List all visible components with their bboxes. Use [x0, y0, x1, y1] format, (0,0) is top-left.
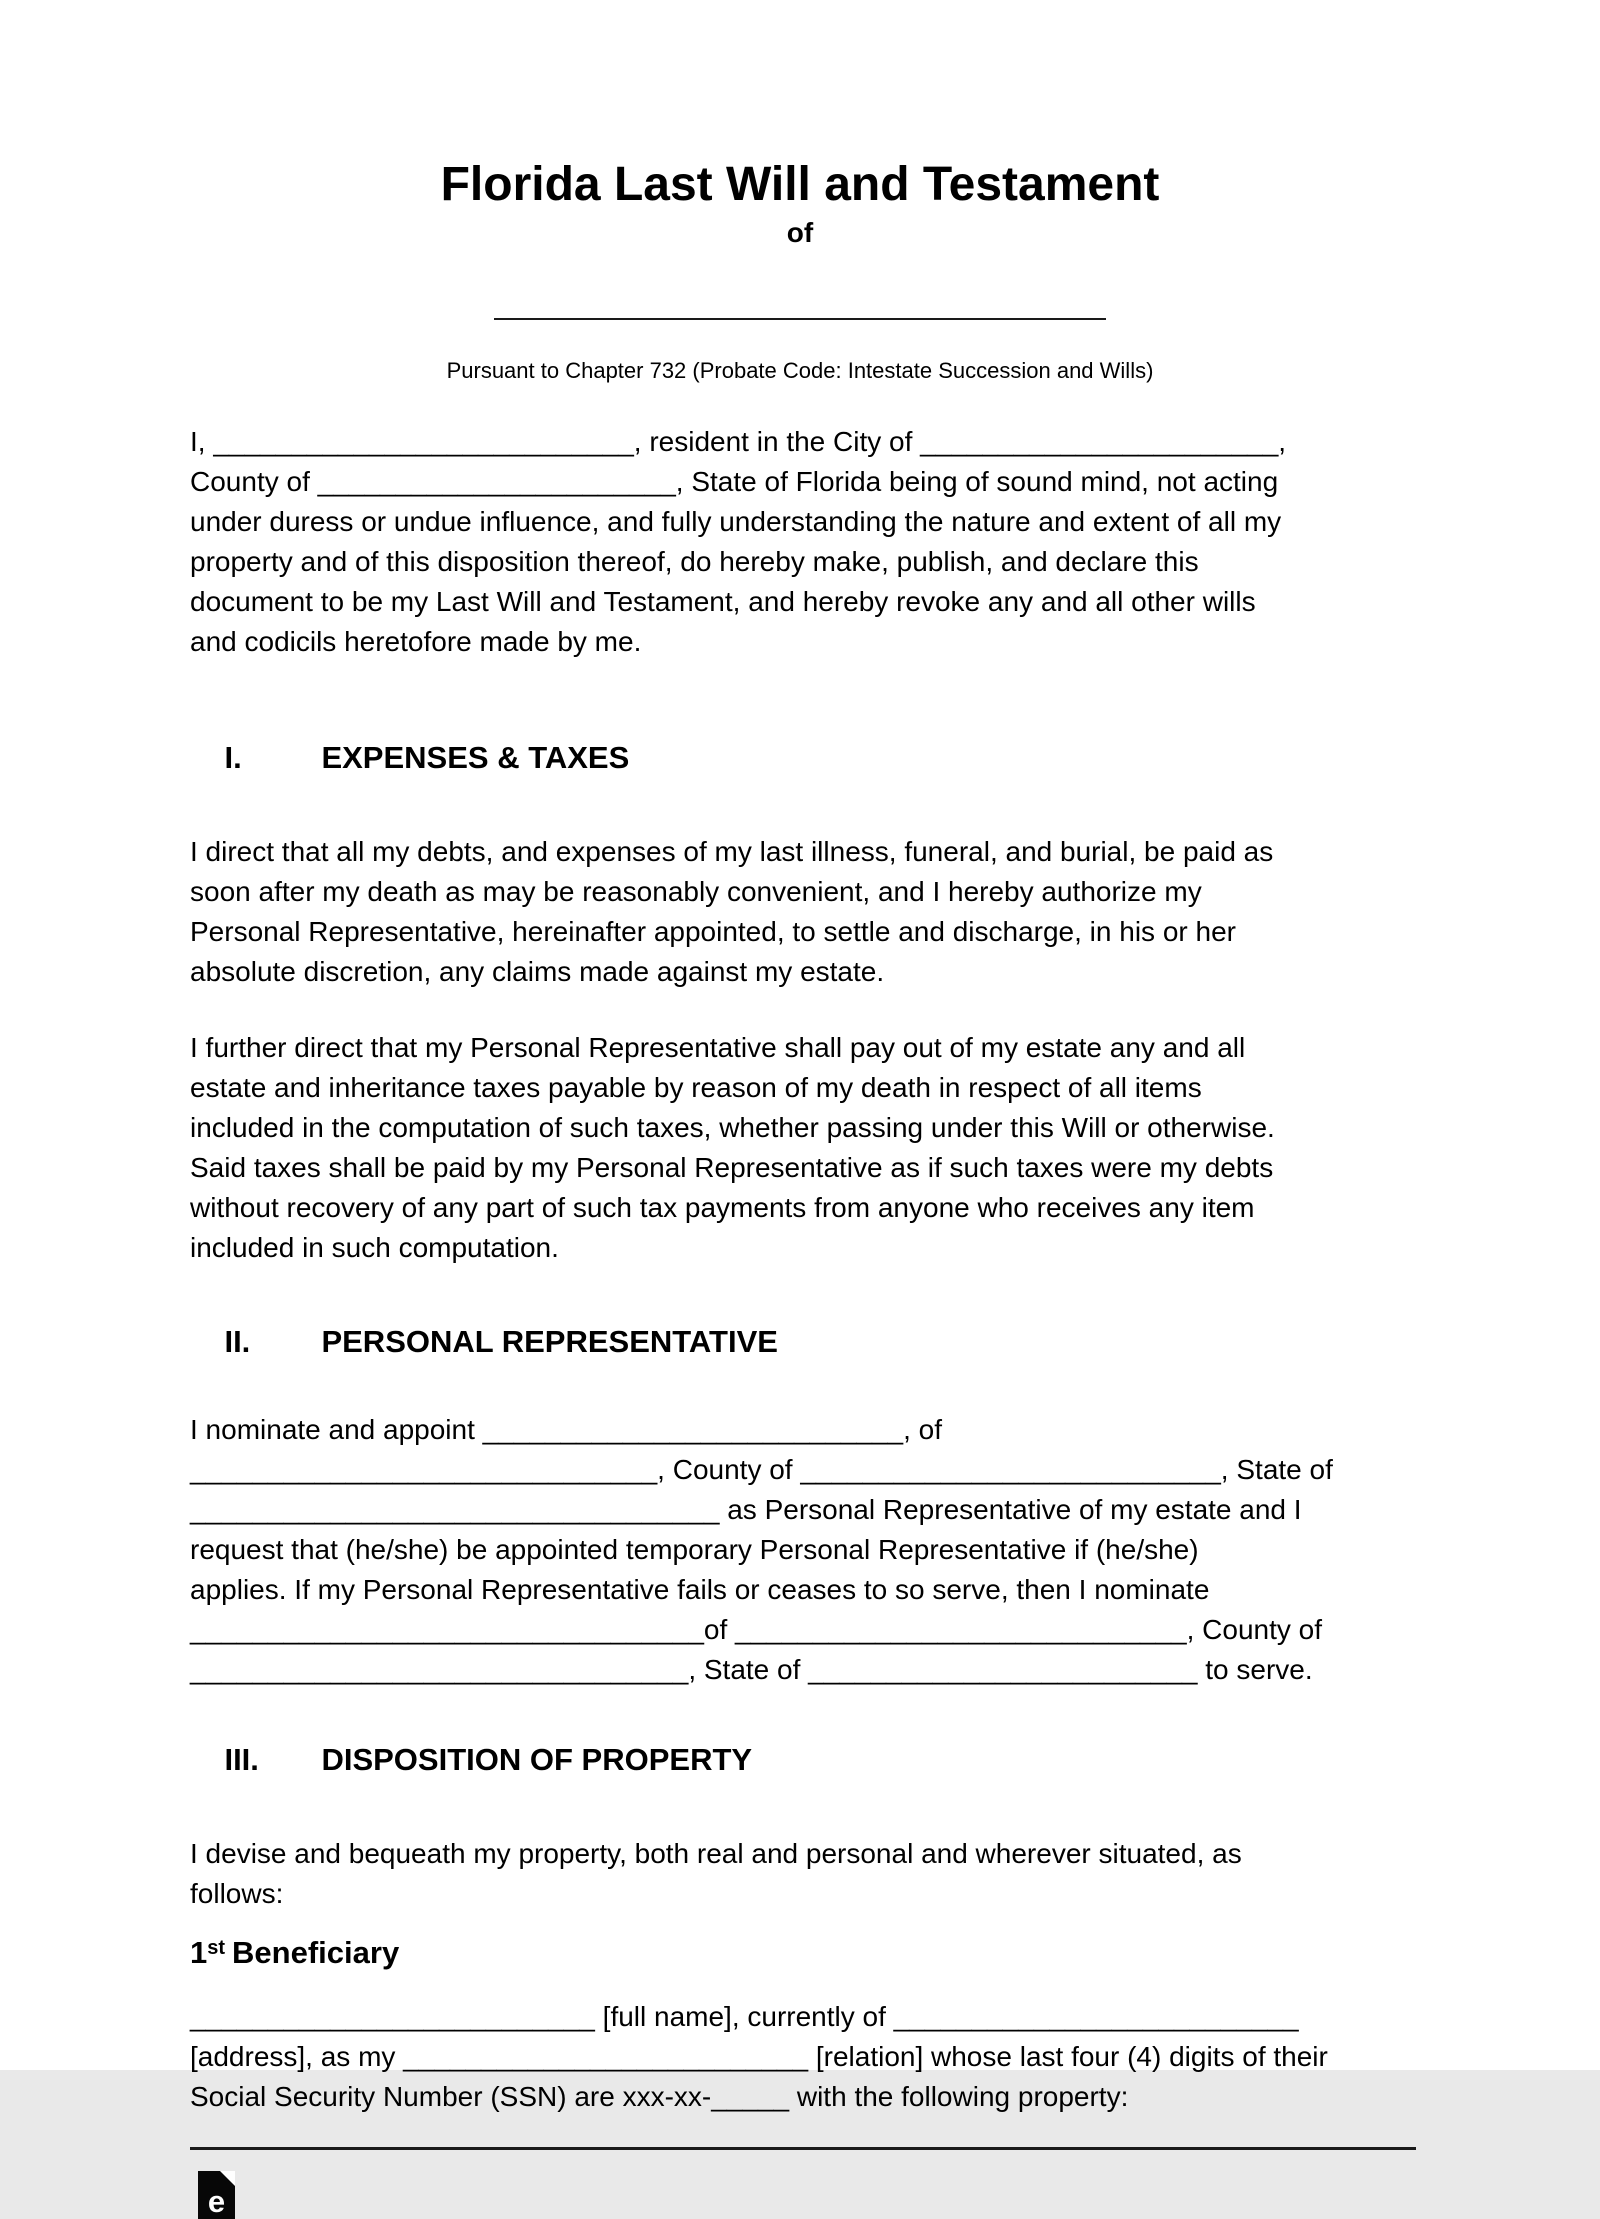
representative-line-4: request that (he/she) be appointed temporary Personal Representative if (he/she)	[190, 1534, 1199, 1565]
expenses-p2-line-5: without recovery of any part of such tax payments from anyone who receives any item	[190, 1192, 1255, 1223]
document-title: Florida Last Will and Testament	[440, 158, 1160, 211]
statute-reference: Pursuant to Chapter 732 (Probate Code: Intestate Succession and Wills)	[446, 358, 1154, 383]
section-number: III.	[224, 1742, 259, 1777]
representative-line-7: ________________________________, State of _________________________ to serve.	[190, 1654, 1313, 1685]
opening-line-1: I, ___________________________, resident in the City of _______________________,	[190, 426, 1287, 457]
disposition-line-1: I devise and bequeath my property, both real and personal and wherever situated, as	[190, 1838, 1242, 1869]
beneficiary-number: 1	[190, 1935, 208, 1970]
expenses-p1-line-2: soon after my death as may be reasonably convenient, and I hereby authorize my	[190, 876, 1202, 907]
representative-line-3: __________________________________ as Personal Representative of my estate and I	[190, 1494, 1302, 1525]
section-heading-disposition-of-property	[190, 1700, 1410, 1820]
section-number: I.	[224, 740, 242, 775]
beneficiary-line-3: Social Security Number (SSN) are xxx-xx-_____ with the following property:	[190, 2081, 1129, 2112]
expenses-p2-line-1: I further direct that my Personal Representative shall pay out of my estate any and all	[190, 1032, 1246, 1063]
representative-line-2: ______________________________, County of ___________________________, State of	[190, 1454, 1333, 1485]
personal-representative-paragraph	[190, 1410, 1410, 1690]
first-beneficiary-heading	[190, 1928, 1410, 1973]
beneficiary-line-2: [address], as my __________________________ [relation] whose last four (4) digits of their	[190, 2041, 1328, 2072]
opening-line-4: property and of this disposition thereof, do hereby make, publish, and declare this	[190, 546, 1199, 577]
expenses-p1-line-1: I direct that all my debts, and expenses of my last illness, funeral, and burial, be paid as	[190, 836, 1274, 867]
disposition-paragraph	[190, 1834, 1410, 1914]
expenses-p2-line-4: Said taxes shall be paid by my Personal Representative as if such taxes were my debts	[190, 1152, 1274, 1183]
expenses-p2-line-2: estate and inheritance taxes payable by reason of my death in respect of all items	[190, 1072, 1202, 1103]
beneficiary-ordinal: st	[207, 1937, 226, 1959]
property-description-blank-line	[190, 2147, 1416, 2150]
document-subtitle-of: of	[786, 217, 814, 248]
section-number: II.	[224, 1324, 251, 1359]
representative-line-6: _________________________________of _____________________________, County of	[190, 1614, 1323, 1645]
opening-line-6: and codicils heretofore made by me.	[190, 626, 642, 657]
opening-paragraph	[190, 422, 1410, 662]
expenses-p1-line-3: Personal Representative, hereinafter appointed, to settle and discharge, in his or her	[190, 916, 1236, 947]
expenses-paragraph-2	[190, 1028, 1410, 1268]
opening-line-3: under duress or undue influence, and fully understanding the nature and extent of all my	[190, 506, 1282, 537]
opening-line-5: document to be my Last Will and Testament, and hereby revoke any and all other wills	[190, 586, 1256, 617]
section-title: DISPOSITION OF PROPERTY	[321, 1742, 753, 1777]
section-title: PERSONAL REPRESENTATIVE	[321, 1324, 778, 1359]
eforms-logo[interactable]	[198, 2171, 235, 2219]
expenses-p2-line-6: included in such computation.	[190, 1232, 559, 1263]
section-heading-expenses-taxes	[190, 698, 1410, 818]
disposition-line-2: follows:	[190, 1878, 284, 1909]
expenses-p1-line-4: absolute discretion, any claims made against my estate.	[190, 956, 885, 987]
section-title: EXPENSES & TAXES	[321, 740, 630, 775]
expenses-p2-line-3: included in the computation of such taxes, whether passing under this Will or otherwise.	[190, 1112, 1275, 1143]
expenses-paragraph-1	[190, 832, 1410, 992]
logo-letter: e	[207, 2184, 226, 2219]
testator-name-blank-line	[494, 294, 1106, 320]
section-heading-personal-representative	[190, 1282, 1410, 1402]
representative-line-1: I nominate and appoint ___________________________, of	[190, 1414, 943, 1445]
beneficiary-paragraph	[190, 1997, 1410, 2117]
beneficiary-line-1: __________________________ [full name], currently of __________________________	[190, 2001, 1299, 2032]
representative-line-5: applies. If my Personal Representative fails or ceases to so serve, then I nominate	[190, 1574, 1210, 1605]
opening-line-2: County of _______________________, State of Florida being of sound mind, not acting	[190, 466, 1279, 497]
beneficiary-label: Beneficiary	[232, 1935, 400, 1970]
